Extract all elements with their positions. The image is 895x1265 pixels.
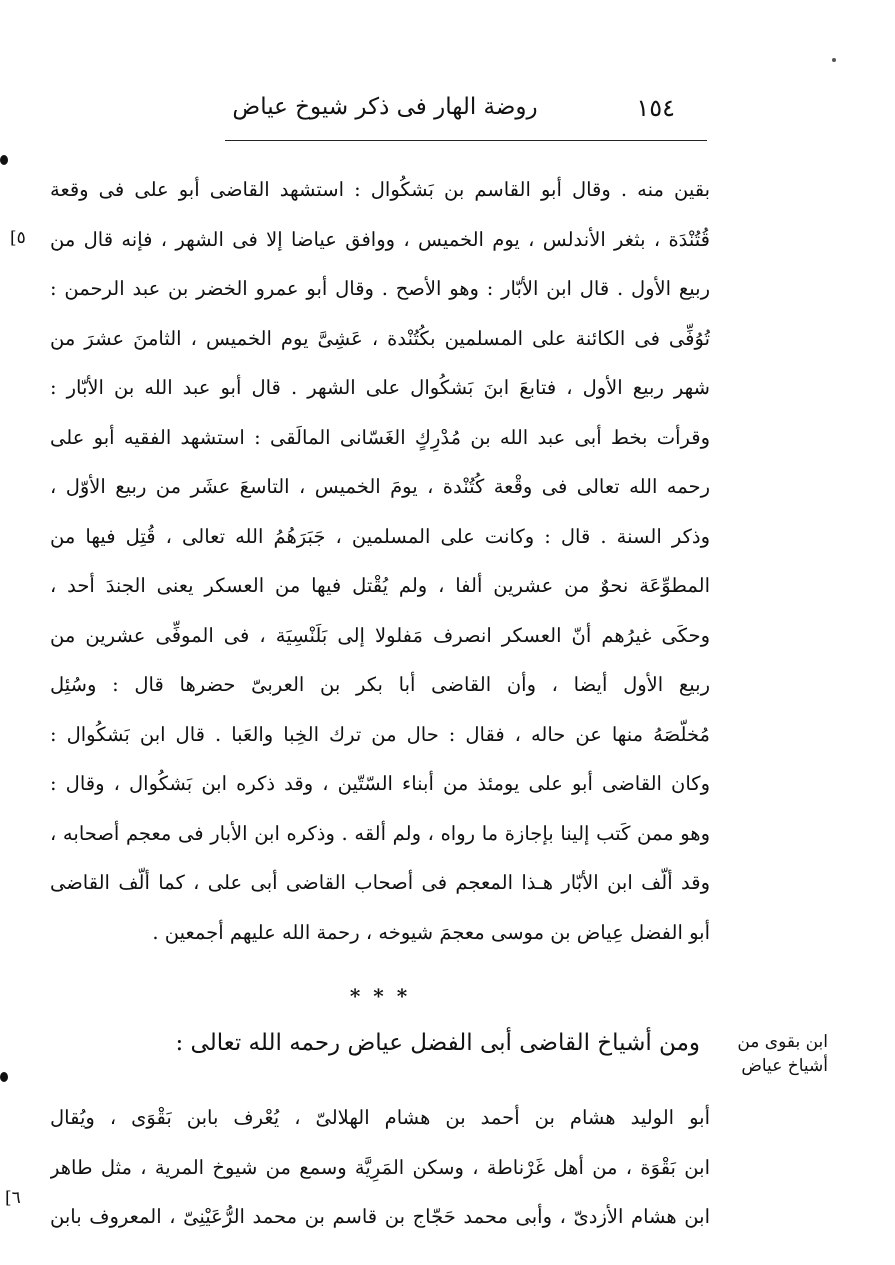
text-line: تُوُفِّى فى الكائنة على المسلمين بكُتُنْدة ، عَشِىَّ يوم الخميس ، الثامنَ عشرَ من bbox=[50, 326, 710, 350]
section-paragraph bbox=[50, 1092, 710, 1241]
text-line: المطوِّعَة نحوٌ من عشرين ألفا ، ولم يُقْتل فيها من العسكر يعنى الجندَ أحد ، bbox=[50, 574, 710, 597]
text-line: وهو ممن كَتب إلينا بإجازة ما رواه ، ولم ألقه . وذكره ابن الأبار فى معجم أصحابه ، bbox=[50, 821, 710, 845]
ink-speck bbox=[832, 58, 836, 62]
margin-reference: [٦ bbox=[5, 1188, 21, 1208]
text-line: وحكَى غيرُهم أنّ العسكر انصرف مَفلولا إلى بَلَنْسِيَة ، فى الموفِّى عشرين من bbox=[50, 623, 710, 647]
margin-note-line: ابن بقوى من bbox=[737, 1032, 828, 1052]
page-header bbox=[225, 92, 705, 132]
text-line: وقد ألّف ابن الأبّار هـذا المعجم فى أصحاب القاضى أبى على ، كما ألّف القاضى bbox=[50, 871, 710, 894]
page-number: ١٥٤ bbox=[636, 94, 675, 122]
text-line: وكان القاضى أبو على يومئذ من أبناء السّتّين ، وقد ذكره ابن بَشكُوال ، وقال : bbox=[50, 772, 710, 795]
text-line: وقرأت بخط أبى عبد الله بن مُدْرِكٍ الغَسّانى المالَقى : استشهد الفقيه أبو على bbox=[50, 425, 710, 449]
margin-note-line: أشياخ عياض bbox=[741, 1056, 828, 1076]
text-line: وذكر السنة . قال : وكانت على المسلمين ، جَبَرَهُمُ الله تعالى ، قُتِل فيها من bbox=[50, 524, 710, 548]
text-line: ابن هشام الأزدىّ ، وأبى محمد حَجّاج بن قاسم بن محمد الرُّعَيْنِىّ ، المعروف بابن bbox=[50, 1205, 710, 1228]
text-line: بقين منه . وقال أبو القاسم بن بَشكُوال : استشهد القاضى أبو على فى وقعة bbox=[50, 178, 710, 201]
text-line: ربيع الأول أيضا ، وأن القاضى أبا بكر بن العربىّ حضرها قال : وسُئِل bbox=[50, 673, 710, 696]
text-line: شهر ربيع الأول ، فتابعَ ابنَ بَشكُوال على الشهر . قال أبو عبد الله بن الأبّار : bbox=[50, 376, 710, 399]
margin-mark bbox=[0, 1072, 8, 1082]
header-rule bbox=[225, 140, 707, 141]
text-line: أبو الفضل عِياض بن موسى معجمَ شيوخه ، رحمة الله عليهم أجمعين . bbox=[152, 920, 710, 944]
margin-reference: [٥ bbox=[10, 228, 26, 248]
text-line: رحمه الله تعالى فى وقْعة كُتُنْدة ، يومَ الخميس ، التاسعَ عشَر من ربيع الأوّل ، bbox=[50, 475, 710, 498]
margin-note bbox=[718, 1030, 828, 1078]
section-separator: * * * bbox=[349, 984, 411, 1008]
running-title: روضة الهار فى ذكر شيوخ عياض bbox=[232, 94, 538, 120]
margin-mark bbox=[0, 155, 8, 165]
text-line: ابن بَقْوَة ، من أهل غَرْناطة ، وسكن المَرِيَّة وسمع من شيوخ المرية ، مثل طاهر bbox=[50, 1155, 710, 1179]
text-line: ربيع الأول . قال ابن الأبّار : وهو الأصح . وقال أبو عمرو الخضر بن عبد الرحمن : bbox=[50, 277, 710, 300]
text-line: مُخلّصَهُ منها عن حاله ، فقال : حال من ترك الخِبا والعَبا . قال ابن بَشكُوال : bbox=[50, 722, 710, 746]
text-line: قُتُنْدَة ، بثغر الأندلس ، يوم الخميس ، ووافق عياضا إلا فى الشهر ، فإنه قال من bbox=[50, 227, 710, 251]
section-heading: ومن أشياخ القاضى أبى الفضل عياض رحمه الله تعالى : bbox=[175, 1030, 700, 1056]
text-line: أبو الوليد هشام بن أحمد بن هشام الهلالىّ ، يُعْرف بابن بَقْوَى ، ويُقال bbox=[50, 1106, 710, 1129]
main-paragraph bbox=[50, 165, 710, 957]
